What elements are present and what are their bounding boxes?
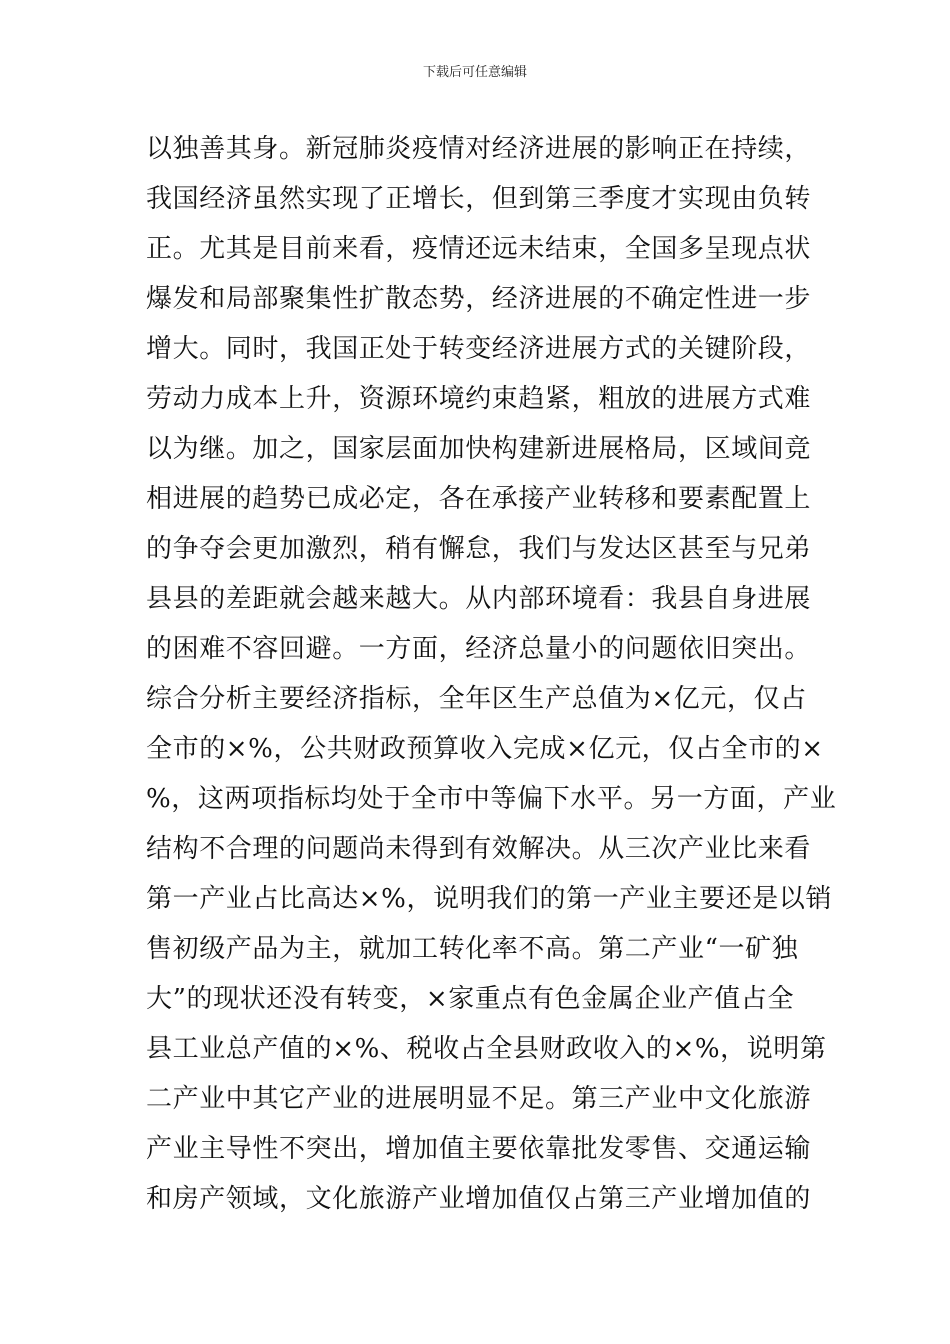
text-line: 正。尤其是目前来看，疫情还远未结束，全国多呈现点状 — [146, 234, 812, 264]
document-body — [146, 124, 837, 1224]
text-line: 相进展的趋势已成必定，各在承接产业转移和要素配置上 — [146, 484, 812, 514]
text-line: 二产业中其它产业的进展明显不足。第三产业中文化旅游 — [146, 1084, 812, 1114]
text-line: %，这两项指标均处于全市中等偏下水平。另一方面，产业 — [146, 784, 837, 814]
text-line: 产业主导性不突出，增加值主要依靠批发零售、交通运输 — [146, 1134, 812, 1164]
text-line: 第一产业占比高达×%，说明我们的第一产业主要还是以销 — [146, 884, 833, 914]
text-line: 大”的现状还没有转变，×家重点有色金属企业产值占全 — [146, 984, 795, 1014]
text-line: 的困难不容回避。一方面，经济总量小的问题依旧突出。 — [146, 634, 812, 664]
text-line: 爆发和局部聚集性扩散态势，经济进展的不确定性进一步 — [146, 284, 812, 314]
text-line: 我国经济虽然实现了正增长，但到第三季度才实现由负转 — [146, 184, 812, 214]
page-header: 下载后可任意编辑 — [422, 65, 527, 80]
text-line: 全市的×%，公共财政预算收入完成×亿元，仅占全市的× — [146, 734, 824, 764]
text-line: 增大。同时，我国正处于转变经济进展方式的关键阶段， — [146, 334, 812, 364]
text-line: 以独善其身。新冠肺炎疫情对经济进展的影响正在持续， — [146, 134, 812, 164]
text-line: 综合分析主要经济指标，全年区生产总值为×亿元，仅占 — [146, 684, 807, 714]
text-line: 县工业总产值的×%、税收占全县财政收入的×%，说明第 — [146, 1034, 827, 1064]
text-line: 售初级产品为主，就加工转化率不高。第二产业“一矿独 — [146, 934, 799, 964]
text-line: 和房产领域，文化旅游产业增加值仅占第三产业增加值的 — [146, 1184, 812, 1214]
text-line: 以为继。加之，国家层面加快构建新进展格局，区域间竞 — [146, 434, 812, 464]
text-line: 县县的差距就会越来越大。从内部环境看：我县自身进展 — [146, 584, 812, 614]
text-line: 结构不合理的问题尚未得到有效解决。从三次产业比来看 — [146, 834, 812, 864]
text-line: 的争夺会更加激烈，稍有懈怠，我们与发达区甚至与兄弟 — [146, 534, 812, 564]
text-line: 劳动力成本上升，资源环境约束趋紧，粗放的进展方式难 — [146, 384, 812, 414]
